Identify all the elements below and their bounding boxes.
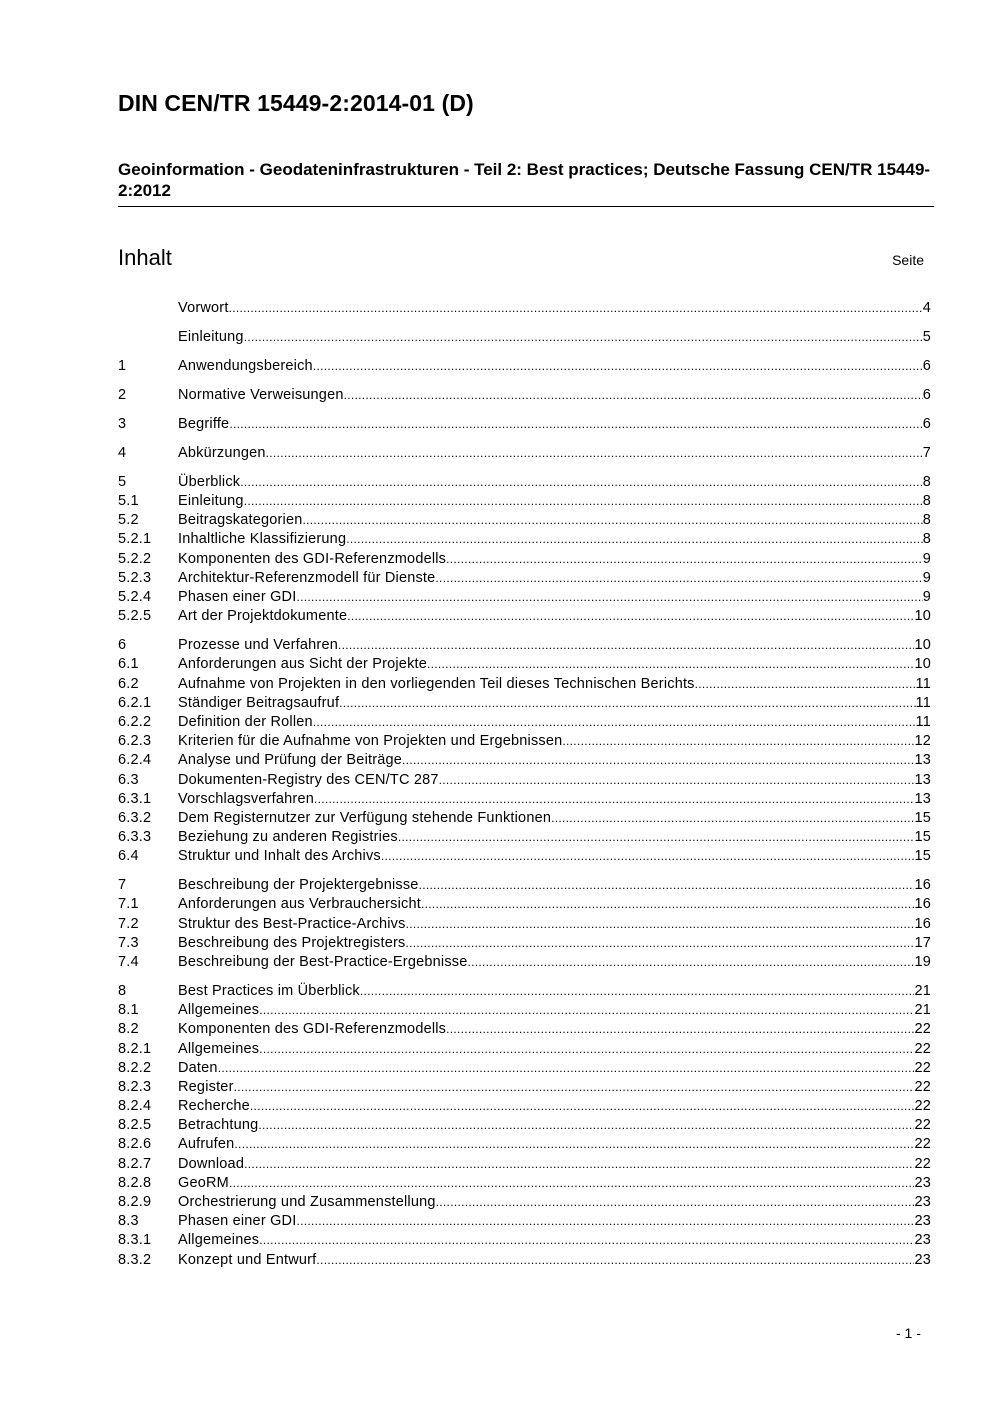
toc-entry-page: 17 (914, 934, 931, 951)
toc-dot-leader (303, 511, 923, 530)
toc-entry-title: Vorschlagsverfahren (178, 790, 314, 807)
toc-entry-number: 8.2.3 (118, 1078, 152, 1095)
toc-entry-title: Allgemeines (178, 1040, 260, 1057)
toc-entry-title: Dokumenten-Registry des CEN/TC 287 (178, 771, 439, 788)
toc-entry-title: Vorwort (178, 300, 229, 316)
toc-dot-leader (381, 847, 915, 866)
toc-entry-title: Komponenten des GDI-Referenzmodells (178, 1021, 447, 1038)
toc-entry[interactable] (118, 953, 931, 972)
toc-entry[interactable] (118, 655, 931, 674)
toc-entry[interactable] (118, 771, 931, 790)
toc-entry-number: 8.2.8 (118, 1174, 152, 1191)
toc-dot-leader (296, 588, 922, 607)
toc-dot-leader (244, 328, 923, 347)
toc-dot-leader (244, 1155, 914, 1174)
toc-entry-page: 22 (914, 1040, 931, 1057)
toc-entry-page: 23 (914, 1251, 931, 1268)
toc-entry-page: 22 (914, 1098, 931, 1115)
toc-entry-page: 19 (914, 954, 931, 970)
toc-dot-leader (467, 953, 914, 972)
toc-entry[interactable] (118, 732, 931, 751)
toc-entry-title: Prozesse und Verfahren (178, 637, 338, 654)
toc-entry-title: Anwendungsbereich (178, 357, 313, 374)
toc-header (118, 245, 924, 271)
toc-entry-title: Architektur-Referenzmodell für Dienste (178, 569, 436, 586)
toc-entry[interactable] (118, 511, 931, 530)
toc-entry-title: Allgemeines (178, 1232, 260, 1249)
toc-entry-title: Orchestrierung und Zusammenstellung (178, 1194, 436, 1211)
toc-entry-title: Überblick (178, 473, 241, 490)
toc-entry-page: 15 (914, 809, 931, 826)
toc-entry-title: Konzept und Entwurf (178, 1251, 317, 1268)
toc-entry[interactable] (118, 847, 931, 866)
toc-dot-leader (316, 1251, 914, 1270)
toc-dot-leader (259, 1231, 914, 1250)
toc-dot-leader (344, 386, 923, 405)
toc-dot-leader (551, 809, 914, 828)
toc-entry-page: 6 (922, 415, 931, 432)
toc-entry[interactable] (118, 751, 931, 770)
toc-entry-number: 8.2.7 (118, 1155, 152, 1172)
toc-entry[interactable] (118, 530, 931, 549)
toc-entry-title: Art der Projektdokumente (178, 608, 348, 625)
toc-entry-page: 8 (922, 531, 931, 548)
toc-dot-leader (259, 1001, 914, 1020)
toc-entry[interactable] (118, 386, 931, 405)
toc-dot-leader (338, 636, 914, 655)
toc-dot-leader (347, 607, 914, 626)
toc-entry-number: 1 (118, 357, 127, 374)
toc-entry-number: 5.2 (118, 512, 139, 529)
toc-entry-title: Daten (178, 1059, 218, 1076)
toc-entry-number: 5.2.2 (118, 550, 152, 567)
toc-entry-page: 16 (914, 896, 931, 913)
toc-entry-page: 22 (914, 1155, 931, 1172)
toc-entry-title: GeoRM (178, 1174, 229, 1191)
toc-entry-title: Recherche (178, 1098, 250, 1115)
toc-entry-title: Beschreibung des Projektregisters (178, 934, 406, 951)
toc-entry-title: Anforderungen aus Verbrauchersicht (178, 896, 421, 913)
toc-entry-number: 6 (118, 637, 127, 654)
toc-dot-leader (314, 790, 914, 809)
toc-dot-leader (234, 1135, 914, 1154)
toc-entry-page: 9 (922, 550, 931, 567)
toc-entry[interactable] (118, 1135, 931, 1154)
toc-entry-number: 5.1 (118, 493, 139, 510)
toc-entry[interactable] (118, 473, 931, 492)
toc-dot-leader (218, 1059, 915, 1078)
toc-dot-leader (313, 713, 916, 732)
toc-entry[interactable] (118, 876, 931, 895)
toc-entry[interactable] (118, 713, 931, 732)
toc-entry[interactable] (118, 636, 931, 655)
toc-entry-page: 13 (914, 771, 931, 788)
toc-entry-title: Analyse und Prüfung der Beiträge (178, 752, 403, 769)
toc-entry[interactable] (118, 299, 931, 318)
toc-entry-number: 5.2.4 (118, 589, 152, 606)
toc-entry-number: 5.2.1 (118, 531, 152, 548)
toc-entry-page: 21 (914, 1002, 931, 1019)
toc-entry-title: Ständiger Beitragsaufruf (178, 694, 340, 711)
toc-entry-number: 6.4 (118, 848, 139, 865)
toc-entry-title: Betrachtung (178, 1117, 259, 1134)
toc-entry-number: 6.3 (118, 771, 139, 788)
toc-entry-page: 10 (914, 637, 931, 654)
toc-entry[interactable] (118, 809, 931, 828)
toc-entry-number: 8.3 (118, 1213, 139, 1230)
toc-entry-number: 8.2.5 (118, 1117, 152, 1134)
toc-entry[interactable] (118, 915, 931, 934)
toc-heading: Inhalt (118, 245, 172, 270)
toc-entry[interactable] (118, 444, 931, 463)
toc-entry[interactable] (118, 1040, 931, 1059)
toc-entry[interactable] (118, 1174, 931, 1193)
toc-dot-leader (229, 299, 923, 318)
toc-entry-title: Abkürzungen (178, 444, 266, 461)
toc-entry-number: 6.2.4 (118, 752, 152, 769)
toc-entry-number: 6.2.2 (118, 713, 152, 730)
toc-entry-title: Struktur und Inhalt des Archivs (178, 848, 381, 865)
toc-entry-number: 8.2.4 (118, 1098, 152, 1115)
toc-dot-leader (250, 1097, 915, 1116)
toc-dot-leader (346, 530, 923, 549)
toc-entry-page: 23 (914, 1174, 931, 1191)
toc-dot-leader (258, 1116, 914, 1135)
toc-dot-leader (419, 876, 915, 895)
toc-entry-page: 22 (914, 1078, 931, 1095)
toc-entry-title: Normative Verweisungen (178, 386, 344, 403)
toc-entry-title: Phasen einer GDI (178, 1213, 297, 1230)
toc-dot-leader (446, 550, 923, 569)
toc-entry-page: 9 (922, 569, 931, 586)
toc-entry-number: 4 (118, 444, 127, 461)
toc-entry[interactable] (118, 415, 931, 434)
toc-entry-title: Best Practices im Überblick (178, 982, 360, 999)
toc-entry-page: 22 (914, 1136, 931, 1153)
toc-entry[interactable] (118, 675, 931, 694)
toc-entry-page: 8 (922, 512, 931, 529)
toc-page-column-label: Seite (892, 252, 924, 268)
toc-entry[interactable] (118, 1212, 931, 1231)
toc-entry-title: Phasen einer GDI (178, 589, 297, 606)
toc-entry-number: 6.2 (118, 675, 139, 692)
toc-entry-page: 6 (922, 357, 931, 374)
toc-entry[interactable] (118, 1059, 931, 1078)
toc-entry-page: 8 (922, 493, 931, 510)
toc-entry-title: Beschreibung der Projektergebnisse (178, 877, 419, 894)
toc-entry[interactable] (118, 1001, 931, 1020)
toc-entry-page: 23 (914, 1213, 931, 1230)
header-divider (118, 206, 934, 207)
toc-entry[interactable] (118, 607, 931, 626)
toc-dot-leader (421, 895, 914, 914)
toc-entry[interactable] (118, 1193, 931, 1212)
toc-entry-number: 8.2.6 (118, 1136, 152, 1153)
toc-entry-title: Kriterien für die Aufnahme von Projekten und Ergebnissen (178, 733, 563, 750)
toc-dot-leader (427, 655, 914, 674)
toc-entry-number: 5.2.5 (118, 608, 152, 625)
toc-entry-number: 5.2.3 (118, 569, 152, 586)
toc-entry-number: 8.3.1 (118, 1232, 152, 1249)
toc-entry-title: Allgemeines (178, 1002, 260, 1019)
toc-entry-number: 8.2.2 (118, 1059, 152, 1076)
toc-entry-number: 6.3.3 (118, 829, 152, 846)
toc-entry-number: 6.2.3 (118, 733, 152, 750)
toc-entry[interactable] (118, 357, 931, 376)
toc-entry[interactable] (118, 550, 931, 569)
toc-entry[interactable] (118, 934, 931, 953)
toc-entry-title: Beitragskategorien (178, 512, 303, 529)
toc-entry-page: 21 (914, 982, 931, 999)
toc-entry-number: 7.1 (118, 896, 139, 913)
toc-entry-title: Inhaltliche Klassifizierung (178, 531, 347, 548)
toc-entry-page: 11 (915, 675, 931, 692)
toc-entry-page: 15 (914, 848, 931, 865)
toc-dot-leader (402, 751, 914, 770)
table-of-contents (118, 299, 931, 1270)
toc-entry-page: 6 (922, 386, 931, 403)
toc-entry-title: Struktur des Best-Practice-Archivs (178, 915, 406, 932)
toc-dot-leader (695, 675, 916, 694)
toc-dot-leader (436, 1193, 915, 1212)
toc-entry-title: Begriffe (178, 415, 230, 432)
toc-entry-page: 10 (914, 656, 931, 673)
toc-entry-number: 8 (118, 982, 127, 999)
toc-dot-leader (406, 915, 915, 934)
toc-entry-page: 15 (914, 829, 931, 846)
toc-entry-page: 22 (914, 1117, 931, 1134)
toc-entry-number: 5 (118, 473, 127, 490)
toc-entry-number: 3 (118, 415, 127, 432)
toc-entry[interactable] (118, 328, 931, 347)
toc-entry-number: 6.3.2 (118, 809, 152, 826)
toc-dot-leader (259, 1040, 914, 1059)
toc-entry-number: 7 (118, 877, 127, 894)
toc-entry-page: 11 (915, 694, 931, 711)
toc-entry-page: 23 (914, 1232, 931, 1249)
toc-entry[interactable] (118, 1097, 931, 1116)
toc-entry-number: 6.1 (118, 656, 139, 673)
toc-entry-page: 23 (914, 1194, 931, 1211)
toc-entry[interactable] (118, 828, 931, 847)
toc-dot-leader (244, 492, 923, 511)
toc-dot-leader (360, 982, 915, 1001)
toc-entry-page: 8 (922, 473, 931, 490)
toc-entry-title: Register (178, 1078, 234, 1095)
toc-dot-leader (405, 934, 914, 953)
toc-entry-number: 2 (118, 386, 127, 403)
toc-dot-leader (339, 694, 915, 713)
toc-entry-page: 13 (914, 752, 931, 769)
toc-entry[interactable] (118, 492, 931, 511)
toc-entry-title: Download (178, 1155, 245, 1172)
toc-entry[interactable] (118, 982, 931, 1001)
toc-entry-number: 8.3.2 (118, 1251, 152, 1268)
toc-entry-title: Komponenten des GDI-Referenzmodells (178, 550, 447, 567)
toc-entry-title: Beschreibung der Best-Practice-Ergebnisse (178, 954, 468, 970)
toc-entry-page: 22 (914, 1021, 931, 1038)
toc-entry-number: 8.2.9 (118, 1194, 152, 1211)
toc-entry[interactable] (118, 790, 931, 809)
toc-entry-title: Einleitung (178, 328, 244, 345)
toc-entry[interactable] (118, 588, 931, 607)
toc-entry-number: 6.2.1 (118, 694, 152, 711)
toc-entry-page: 12 (914, 733, 931, 750)
toc-dot-leader (313, 357, 923, 376)
toc-dot-leader (439, 771, 915, 790)
toc-entry-page: 16 (914, 877, 931, 894)
toc-entry-number: 7.4 (118, 954, 139, 970)
toc-entry-number: 8.1 (118, 1002, 139, 1019)
toc-entry[interactable] (118, 1251, 931, 1270)
toc-entry-page: 16 (914, 915, 931, 932)
toc-entry-title: Aufrufen (178, 1136, 235, 1153)
toc-dot-leader (266, 444, 923, 463)
toc-entry[interactable] (118, 694, 931, 713)
toc-dot-leader (398, 828, 915, 847)
toc-entry-page: 10 (914, 608, 931, 625)
toc-entry[interactable] (118, 1231, 931, 1250)
toc-entry-page: 5 (922, 328, 931, 345)
toc-entry[interactable] (118, 1020, 931, 1039)
document-subtitle: Geoinformation - Geodateninfrastrukturen - Teil 2: Best practices; Deutsche Fassung CEN/TR 15449-2:2012 (118, 160, 931, 200)
toc-dot-leader (446, 1020, 914, 1039)
toc-entry[interactable] (118, 569, 931, 588)
toc-dot-leader (229, 415, 922, 434)
toc-entry-title: Dem Registernutzer zur Verfügung stehende Funktionen (178, 809, 552, 826)
toc-entry-page: 11 (915, 713, 931, 730)
toc-dot-leader (435, 569, 922, 588)
document-title: DIN CEN/TR 15449-2:2014-01 (D) (118, 90, 474, 116)
toc-entry-number: 6.3.1 (118, 790, 152, 807)
toc-dot-leader (229, 1174, 915, 1193)
toc-entry-page: 22 (914, 1059, 931, 1076)
toc-entry[interactable] (118, 1116, 931, 1135)
toc-entry-title: Definition der Rollen (178, 713, 313, 730)
toc-entry-title: Einleitung (178, 493, 244, 510)
toc-dot-leader (234, 1078, 915, 1097)
toc-dot-leader (240, 473, 922, 492)
toc-entry-page: 9 (922, 589, 931, 606)
toc-entry-title: Aufnahme von Projekten in den vorliegenden Teil dieses Technischen Berichts (178, 675, 695, 692)
toc-entry[interactable] (118, 895, 931, 914)
toc-entry-number: 7.3 (118, 934, 139, 951)
toc-entry-title: Beziehung zu anderen Registries (178, 829, 398, 846)
toc-entry-number: 7.2 (118, 915, 139, 932)
toc-entry-number: 8.2.1 (118, 1040, 152, 1057)
toc-dot-leader (296, 1212, 914, 1231)
toc-entry[interactable] (118, 1155, 931, 1174)
toc-entry-page: 13 (914, 790, 931, 807)
toc-entry-page: 7 (922, 444, 931, 461)
toc-dot-leader (562, 732, 914, 751)
page-number: - 1 - (896, 1325, 921, 1341)
toc-entry[interactable] (118, 1078, 931, 1097)
toc-entry-title: Anforderungen aus Sicht der Projekte (178, 656, 428, 673)
toc-entry-number: 8.2 (118, 1021, 139, 1038)
toc-entry-page: 4 (922, 300, 931, 316)
